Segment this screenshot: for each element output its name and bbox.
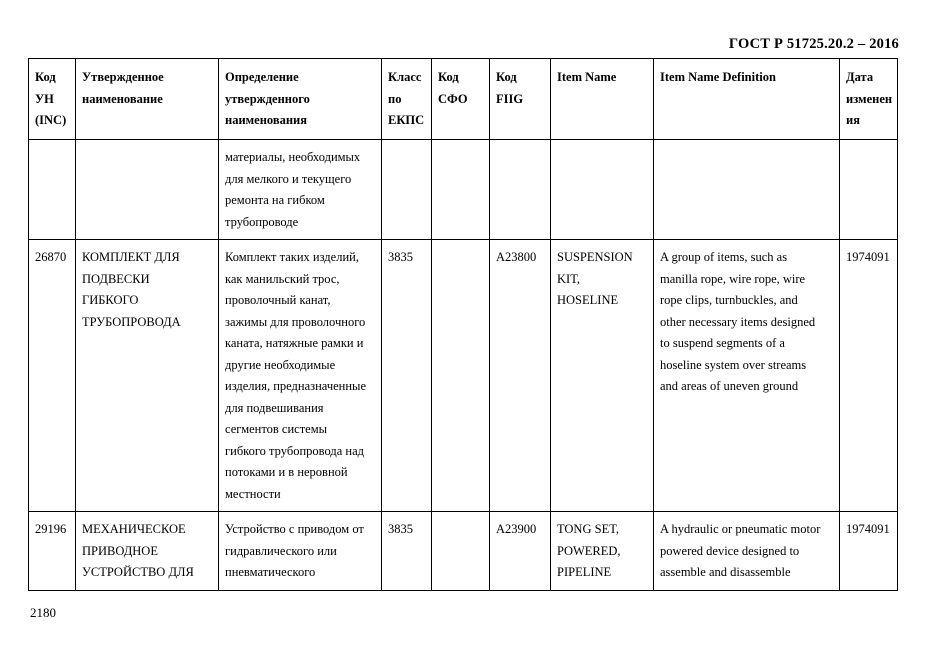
cell-definition: материалы, необходимых для мелкого и текущего ремонта на гибком трубопроводе: [219, 140, 382, 240]
column-header-change-date: Дата изменен ия: [840, 59, 898, 140]
cell-inc: 29196: [29, 512, 76, 591]
cell-item-name-definition: A hydraulic or pneumatic motor powered device designed to assemble and disassemble: [654, 512, 840, 591]
cell-change-date: 1974091: [840, 240, 898, 512]
cell-fiig-code: A23900: [490, 512, 551, 591]
column-header-approved-name: Утвержденное наименование: [76, 59, 219, 140]
column-header-fiig-code: Код FIIG: [490, 59, 551, 140]
cell-item-name: [551, 140, 654, 240]
cell-ekps-class: 3835: [382, 240, 432, 512]
document-header: ГОСТ Р 51725.20.2 – 2016: [728, 36, 899, 52]
table-row: [29, 140, 898, 240]
table-row: [29, 240, 898, 512]
cell-sfo-code: [432, 140, 490, 240]
column-header-sfo-code: Код СФО: [432, 59, 490, 140]
cell-sfo-code: [432, 512, 490, 591]
cell-item-name: TONG SET, POWERED, PIPELINE: [551, 512, 654, 591]
cell-fiig-code: A23800: [490, 240, 551, 512]
cell-ekps-class: 3835: [382, 512, 432, 591]
cell-definition: Комплект таких изделий, как манильский трос, проволочный канат, зажимы для проволочного каната, натяжные рамки и другие необходимые изделия, предназначенные для подвешивания сегментов системы гибкого трубопровода над потоками и в неровной местности: [219, 240, 382, 512]
column-header-item-name-definition: Item Name Definition: [654, 59, 840, 140]
gost-nomenclature-table: [28, 58, 898, 591]
page-number: 2180: [30, 605, 56, 620]
column-header-item-name: Item Name: [551, 59, 654, 140]
cell-approved-name: КОМПЛЕКТ ДЛЯ ПОДВЕСКИ ГИБКОГО ТРУБОПРОВОДА: [76, 240, 219, 512]
column-header-ekps-class: Класс по ЕКПС: [382, 59, 432, 140]
cell-change-date: [840, 140, 898, 240]
column-header-definition: Определение утвержденного наименования: [219, 59, 382, 140]
cell-item-name-definition: A group of items, such as manilla rope, wire rope, wire rope clips, turnbuckles, and other necessary items designed to suspend segments of a hoseline system over streams and areas of uneven ground: [654, 240, 840, 512]
cell-approved-name: МЕХАНИЧЕСКОЕ ПРИВОДНОЕ УСТРОЙСТВО ДЛЯ: [76, 512, 219, 591]
cell-inc: [29, 140, 76, 240]
cell-item-name-definition: [654, 140, 840, 240]
cell-ekps-class: [382, 140, 432, 240]
cell-item-name: SUSPENSION KIT, HOSELINE: [551, 240, 654, 512]
cell-change-date: 1974091: [840, 512, 898, 591]
table-header-row: [29, 59, 898, 140]
cell-approved-name: [76, 140, 219, 240]
cell-fiig-code: [490, 140, 551, 240]
cell-sfo-code: [432, 240, 490, 512]
cell-definition: Устройство с приводом от гидравлического или пневматического: [219, 512, 382, 591]
column-header-inc: Код УН (INC): [29, 59, 76, 140]
table-row: [29, 512, 898, 591]
cell-inc: 26870: [29, 240, 76, 512]
